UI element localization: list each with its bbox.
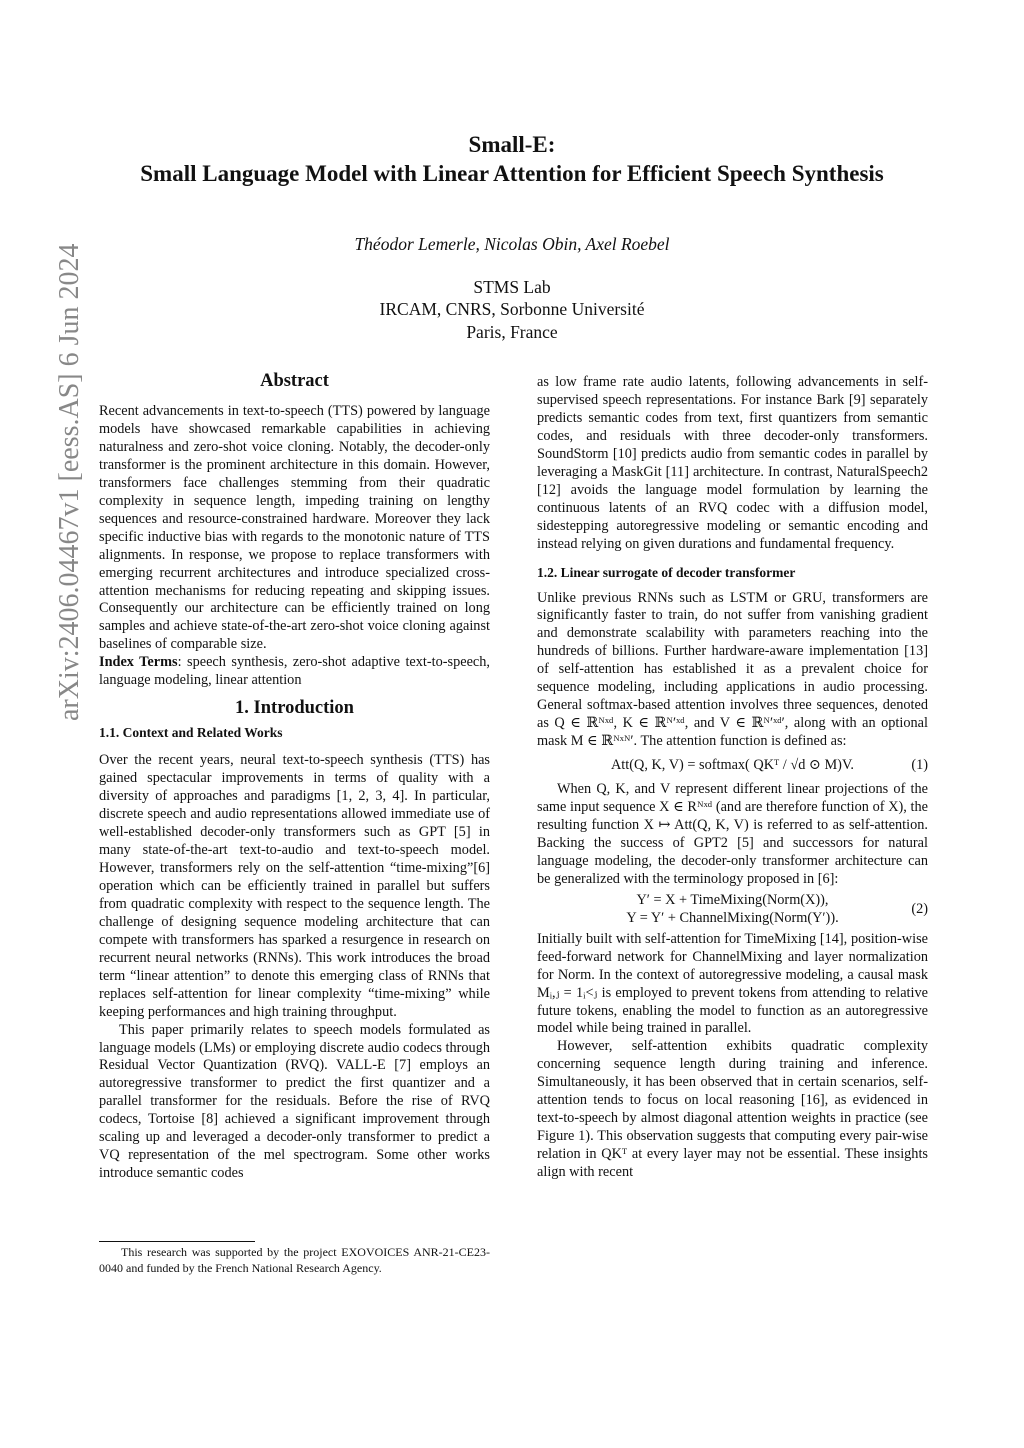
index-terms bbox=[99, 654, 490, 690]
affiliation-location: Paris, France bbox=[466, 322, 558, 342]
section-1-2-paragraph-3: Initially built with self-attention for TimeMixing [14], position-wise feed-forward network for ChannelMixing and layer normalization for Norm. In the context of autoregressive modeling, a causal mask Mᵢ,ⱼ = 1ᵢ<ⱼ is employed to prevent tokens from attending to relative future tokens, enabling the model to function as an autoregressive model while being trained in parallel. bbox=[537, 930, 928, 1037]
affiliation-institution: IRCAM, CNRS, Sorbonne Université bbox=[379, 299, 645, 319]
abstract-text: Recent advancements in text-to-speech (TTS) powered by language models have showcased remarkable capabilities in achieving naturalness and zero-shot voice cloning. Notably, the decoder-only transformer is the prominent architecture in this domain. However, transformers face challenges stemming from their quadratic complexity in sequence length, impeding training on lengthy sequences and resource-constrained hardware. Moreover they lack specific inductive bias with regards to the monotonic nature of TTS alignments. In response, we propose to replace transformers with emerging recurrent architectures and introduce specialized cross-attention mechanisms for reducing repeating and skipping issues. Consequently our architecture can be efficiently trained on long samples and achieve state-of-the-art zero-shot voice cloning against baselines of comparable size. bbox=[99, 403, 490, 653]
arxiv-identifier: arXiv:2406.04467v1 [eess.AS] 6 Jun 2024 bbox=[54, 243, 85, 721]
footnote-text: This research was supported by the project EXOVOICES ANR-21-CE23-0040 and funded by the French National Research Agency. bbox=[99, 1245, 490, 1275]
paper-title-line1: Small-E: bbox=[468, 132, 556, 157]
authors: Théodor Lemerle, Nicolas Obin, Axel Roebel bbox=[354, 234, 670, 254]
abstract-heading: Abstract bbox=[260, 371, 329, 391]
equation-2-line-2: Y = Y′ + ChannelMixing(Norm(Y′)). bbox=[626, 909, 839, 926]
right-column bbox=[537, 374, 928, 1182]
equation-1-number: (1) bbox=[911, 757, 928, 774]
equation-2 bbox=[537, 892, 928, 928]
paper-title-line2: Small Language Model with Linear Attention for Efficient Speech Synthesis bbox=[140, 161, 884, 186]
index-terms-text: : speech synthesis, zero-shot adaptive text-to-speech, language modeling, linear attention bbox=[99, 654, 490, 689]
index-terms-label: Index Terms bbox=[99, 654, 178, 671]
intro-paragraph-3: as low frame rate audio latents, following advancements in self-supervised speech representations. For instance Bark [9] separately predicts semantic codes from text, first quantizers from semantic codes, and residuals with three decoder-only transformers. SoundStorm [10] predicts audio from semantic codes in parallel by leveraging a MaskGit [11] architecture. In contrast, NaturalSpeech2 [12] avoids the language model formulation by learning the continuous latents of an RVQ codec with a diffusion model, sidestepping autoregressive modeling or semantic encoding and instead relying on given durations and fundamental frequency. bbox=[537, 374, 928, 552]
equation-1 bbox=[537, 757, 928, 775]
section-1-2-paragraph-2: When Q, K, and V represent different linear projections of the same input sequence X ∈ Rᴺˣᵈ (and are therefore function of X), the resulting function X ↦ Att(Q, K, V) is referred to as self-attention. Backing the success of GPT2 [5] and successors for natural language modeling, the decoder-only transformer architecture can be generalized with the terminology proposed in [6]: bbox=[537, 781, 928, 887]
section-1-1-heading: 1.1. Context and Related Works bbox=[99, 725, 283, 741]
section-1-2-heading: 1.2. Linear surrogate of decoder transformer bbox=[537, 564, 796, 580]
section-1-2-paragraph-1: Unlike previous RNNs such as LSTM or GRU, transformers are significantly faster to train, do not suffer from vanishing gradient and demonstrate scalability with parameters reaching into the hundreds of billions. Further hardware-aware implementation [13] of self-attention has established it as a prevalent choice for sequence modeling, including applications in audio processing. General softmax-based attention involves three sequences, denoted as Q ∈ ℝᴺˣᵈ, K ∈ ℝᴺ′ˣᵈ, and V ∈ ℝᴺ′ˣᵈ′, along with an optional mask M ∈ ℝᴺˣᴺ′. The attention function is defined as: bbox=[537, 589, 928, 750]
footnote bbox=[99, 1245, 490, 1276]
section-1-2-paragraph-4: However, self-attention exhibits quadratic complexity concerning sequence length during training and inference. Simultaneously, it has been observed that in certain scenarios, self-attention tends to focus on local reasoning [16], as evidenced in text-to-speech by almost diagonal attention weights in practice (see Figure 1). This observation suggests that computing every pair-wise relation in QKᵀ at every layer may not be essential. These insights align with recent bbox=[537, 1038, 928, 1181]
left-column bbox=[99, 369, 490, 1183]
intro-paragraph-2: This paper primarily relates to speech models formulated as language models (LMs) or employing discrete audio codecs through Residual Vector Quantization (RVQ). VALL-E [7] employs an autoregressive transformer to predict the first quantizer and a parallel transformer for the residuals. Before the rise of RVQ codecs, Tortoise [8] achieved a significant improvement through scaling up and leveraged a decoder-only transformer to predict a VQ representation of the mel spectrogram. Some other works introduce semantic codes bbox=[99, 1021, 490, 1182]
equation-2-line-1: Y′ = X + TimeMixing(Norm(X)), bbox=[636, 891, 829, 908]
equation-2-number: (2) bbox=[911, 900, 928, 917]
equation-1-body: Att(Q, K, V) = softmax( QKᵀ / √d ⊙ M)V. bbox=[610, 757, 854, 774]
footnote-rule bbox=[99, 1241, 255, 1242]
intro-paragraph-1: Over the recent years, neural text-to-speech synthesis (TTS) has gained spectacular improvements in terms of quality with a diversity of approaches and paradigms [1, 2, 3, 4]. In particular, discrete speech and audio representations allowed immediate use of well-established decoder-only transformers such as GPT [5] in many state-of-the-art text-to-audio and text-to-speech model. However, transformers rely on the self-attention “time-mixing”[6] operation which can be efficiently trained in parallel but suffers from quadratic complexity with respect to the sequence length. The challenge of designing sequence modeling architecture that can compete with transformers has sparked a resurgence in research on recurrent neural networks (RNNs). This work introduces the broad term “linear attention” to denote this emerging class of RNNs that replaces self-attention for linear complexity “time-mixing” while keeping performances and high training throughput. bbox=[99, 752, 490, 1020]
affiliation-lab: STMS Lab bbox=[473, 277, 551, 297]
introduction-heading: 1. Introduction bbox=[235, 698, 354, 719]
